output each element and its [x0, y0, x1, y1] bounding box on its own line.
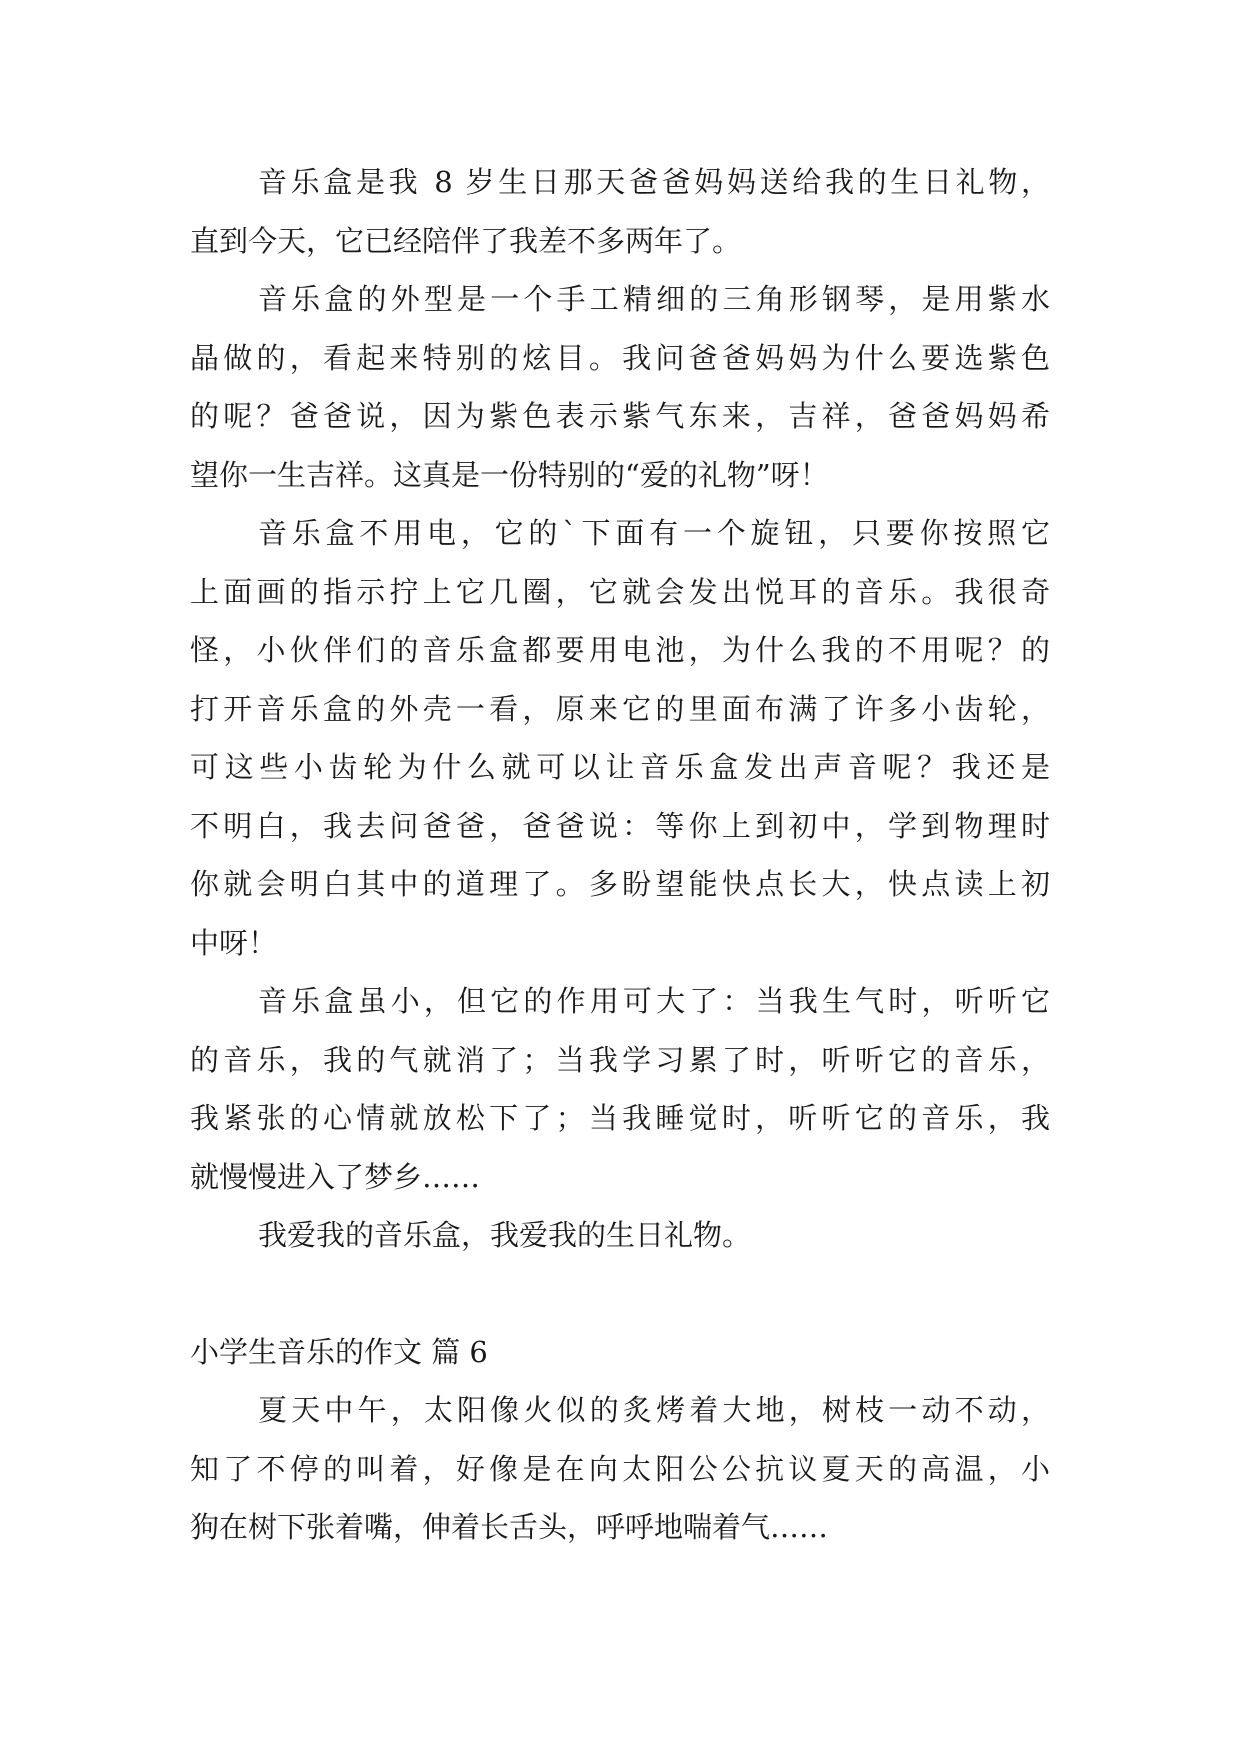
- text-line: 望你一生吉祥。这真是一份特别的“爱的礼物”呀！: [190, 457, 829, 492]
- paragraph: [190, 270, 1050, 504]
- text-line: 晶做的，看起来特别的炫目。我问爸爸妈妈为什么要选紫色: [190, 340, 1050, 375]
- text-line: 怪，小伙伴们的音乐盒都要用电池，为什么我的不用呢？的: [190, 633, 1050, 667]
- text-line: 就慢慢进入了梦乡……: [190, 1159, 481, 1194]
- paragraph: [190, 504, 1050, 972]
- paragraph: [190, 972, 1050, 1206]
- text-line: 打开音乐盒的外壳一看，原来它的里面布满了许多小齿轮，: [190, 691, 1050, 726]
- text-line: 我紧张的心情就放松下了；当我睡觉时，听听它的音乐，我: [190, 1101, 1050, 1135]
- text-line: 可这些小齿轮为什么就可以让音乐盒发出声音呢？我还是: [190, 750, 1050, 784]
- text-line: 上面画的指示拧上它几圈，它就会发出悦耳的音乐。我很奇: [190, 574, 1050, 609]
- text-line: 中呀！: [190, 925, 278, 960]
- text-line: 音乐盒虽小，但它的作用可大了：当我生气时，听听它: [258, 984, 1050, 1018]
- text-line: 音乐盒的外型是一个手工精细的三角形钢琴，是用紫水: [258, 282, 1050, 316]
- section-heading: 小学生音乐的作文 篇 6: [190, 1334, 488, 1369]
- text-line: 音乐盒是我 8 岁生日那天爸爸妈妈送给我的生日礼物，: [258, 165, 1050, 199]
- text-line: 夏天中午，太阳像火似的炙烤着大地，树枝一动不动，: [258, 1393, 1050, 1427]
- text-line: 的呢？爸爸说，因为紫色表示紫气东来，吉祥，爸爸妈妈希: [190, 399, 1050, 433]
- paragraph: [190, 153, 1050, 270]
- text-line: 狗在树下张着嘴，伸着长舌头，呼呼地喘着气……: [190, 1510, 829, 1544]
- paragraph: [190, 1206, 1050, 1265]
- paragraph: [190, 1381, 1050, 1557]
- text-line: 音乐盒不用电，它的`下面有一个旋钮，只要你按照它: [258, 516, 1050, 550]
- text-line: 不明白，我去问爸爸，爸爸说：等你上到初中，学到物理时: [190, 808, 1050, 843]
- text-line: 的音乐，我的气就消了；当我学习累了时，听听它的音乐，: [190, 1042, 1050, 1077]
- document-page: [190, 153, 1050, 1557]
- text-line: 我爱我的音乐盒，我爱我的生日礼物。: [258, 1218, 752, 1252]
- section-spacer: [190, 1265, 1050, 1323]
- text-line: 直到今天，它已经陪伴了我差不多两年了。: [190, 223, 742, 258]
- text-line: 你就会明白其中的道理了。多盼望能快点长大，快点读上初: [190, 867, 1050, 901]
- text-line: 知了不停的叫着，好像是在向太阳公公抗议夏天的高温，小: [190, 1451, 1050, 1486]
